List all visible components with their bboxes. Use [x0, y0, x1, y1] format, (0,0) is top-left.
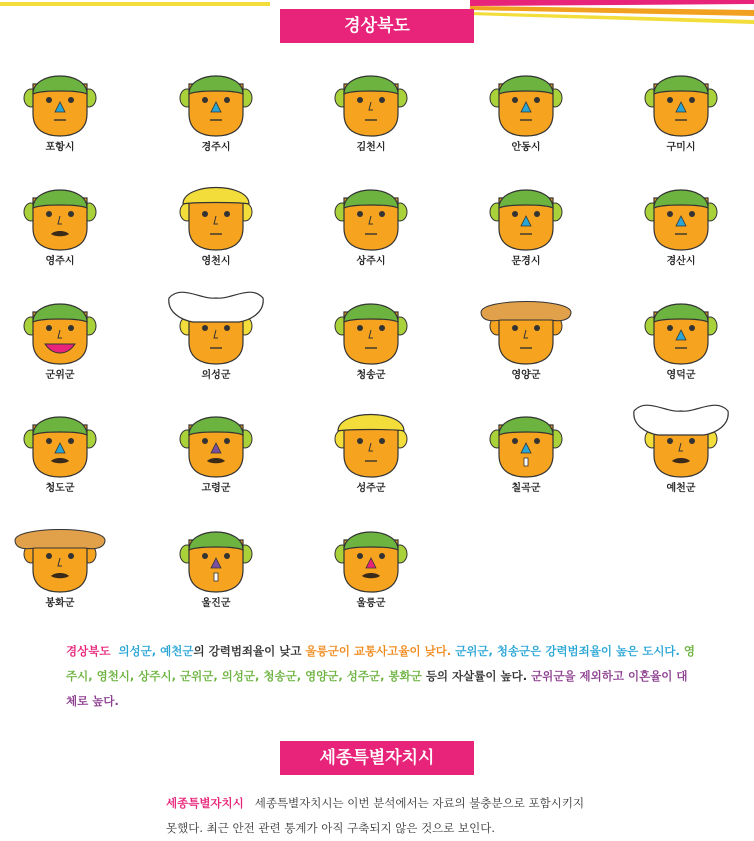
face-label: 영덕군 — [666, 370, 696, 381]
face-icon — [161, 518, 271, 594]
face-label: 군위군 — [45, 370, 75, 381]
face-label: 영양군 — [511, 370, 541, 381]
face-10 — [626, 176, 736, 276]
desc-low-crime-regions: 의성군, 예천군 — [118, 644, 194, 658]
desc-high-crime-regions: 군위군, 청송군 — [455, 644, 531, 658]
face-icon — [5, 403, 115, 479]
desc-low-traffic-region: 울릉군 — [305, 644, 339, 658]
desc-divorce-exception: 군위군 — [531, 669, 565, 683]
face-icon — [5, 62, 115, 138]
face-18 — [316, 403, 426, 503]
face-icon — [316, 176, 426, 252]
face-label: 예천군 — [666, 483, 696, 494]
face-icon — [161, 62, 271, 138]
face-label: 의성군 — [201, 370, 231, 381]
face-8 — [316, 176, 426, 276]
face-icon — [471, 403, 581, 479]
section-title-sejong: 세종특별자치시 — [280, 741, 474, 775]
desc-text: 을 제외하고 이혼율이 대체로 높다. — [66, 669, 688, 708]
face-label: 안동시 — [511, 142, 541, 153]
face-5 — [626, 62, 736, 162]
face-label: 고령군 — [201, 483, 231, 494]
face-23 — [316, 518, 426, 618]
face-label: 경산시 — [666, 256, 696, 267]
face-7 — [161, 176, 271, 276]
face-label: 청도군 — [45, 483, 75, 494]
face-icon — [626, 290, 736, 366]
sejong-description — [166, 791, 588, 841]
face-label: 칠곡군 — [511, 483, 541, 494]
face-icon — [5, 290, 115, 366]
face-6 — [5, 176, 115, 276]
face-label: 포항시 — [45, 142, 75, 153]
face-icon — [471, 290, 581, 366]
face-13 — [316, 290, 426, 390]
face-icon — [626, 62, 736, 138]
face-label: 울릉군 — [356, 598, 386, 609]
face-9 — [471, 176, 581, 276]
section-title-gyeongbuk: 경상북도 — [280, 9, 474, 43]
face-label: 봉화군 — [45, 598, 75, 609]
face-label: 경주시 — [201, 142, 231, 153]
face-icon — [316, 290, 426, 366]
face-20 — [626, 403, 736, 503]
face-label: 울진군 — [201, 598, 231, 609]
face-icon — [316, 518, 426, 594]
face-label: 구미시 — [666, 142, 696, 153]
face-label: 문경시 — [511, 256, 541, 267]
face-icon — [161, 176, 271, 252]
face-22 — [161, 518, 271, 618]
face-4 — [471, 62, 581, 162]
face-icon — [316, 62, 426, 138]
desc-text: 은 강력범죄율이 높은 도시다. — [530, 644, 684, 658]
face-icon — [316, 403, 426, 479]
desc-text: 이 교통사고율이 낮다. — [338, 644, 456, 658]
face-icon — [471, 62, 581, 138]
desc-high-suicide-regions: 영주시, 영천시, 상주시, 군위군, 의성군, 청송군, 영양군, 성주군, 봉화군 — [66, 644, 696, 683]
face-icon — [161, 403, 271, 479]
face-16 — [5, 403, 115, 503]
gyeongbuk-description — [66, 639, 696, 714]
face-label: 영천시 — [201, 256, 231, 267]
face-label: 영주시 — [45, 256, 75, 267]
face-17 — [161, 403, 271, 503]
face-1 — [5, 62, 115, 162]
face-icon — [5, 518, 115, 594]
desc-text: 등의 자살률이 높다. — [421, 669, 532, 683]
desc-text: 의 강력범죄율이 낮고 — [193, 644, 306, 658]
face-12 — [161, 290, 271, 390]
face-3 — [316, 62, 426, 162]
face-label: 김천시 — [356, 142, 386, 153]
face-2 — [161, 62, 271, 162]
face-icon — [626, 403, 736, 479]
face-icon — [161, 290, 271, 366]
face-15 — [626, 290, 736, 390]
face-label: 상주시 — [356, 256, 386, 267]
face-icon — [5, 176, 115, 252]
face-label: 청송군 — [356, 370, 386, 381]
sejong-text: 세종특별자치시는 이번 분석에서는 자료의 불충분으로 포함시키지 못했다. 최근 안전 관련 통계가 아직 구축되지 않은 것으로 보인다. — [166, 796, 585, 835]
face-21 — [5, 518, 115, 618]
face-11 — [5, 290, 115, 390]
face-19 — [471, 403, 581, 503]
sejong-label: 세종특별자치시 — [166, 796, 244, 810]
desc-region-label: 경상북도 — [66, 644, 111, 658]
face-icon — [471, 176, 581, 252]
face-14 — [471, 290, 581, 390]
face-label: 성주군 — [356, 483, 386, 494]
face-icon — [626, 176, 736, 252]
